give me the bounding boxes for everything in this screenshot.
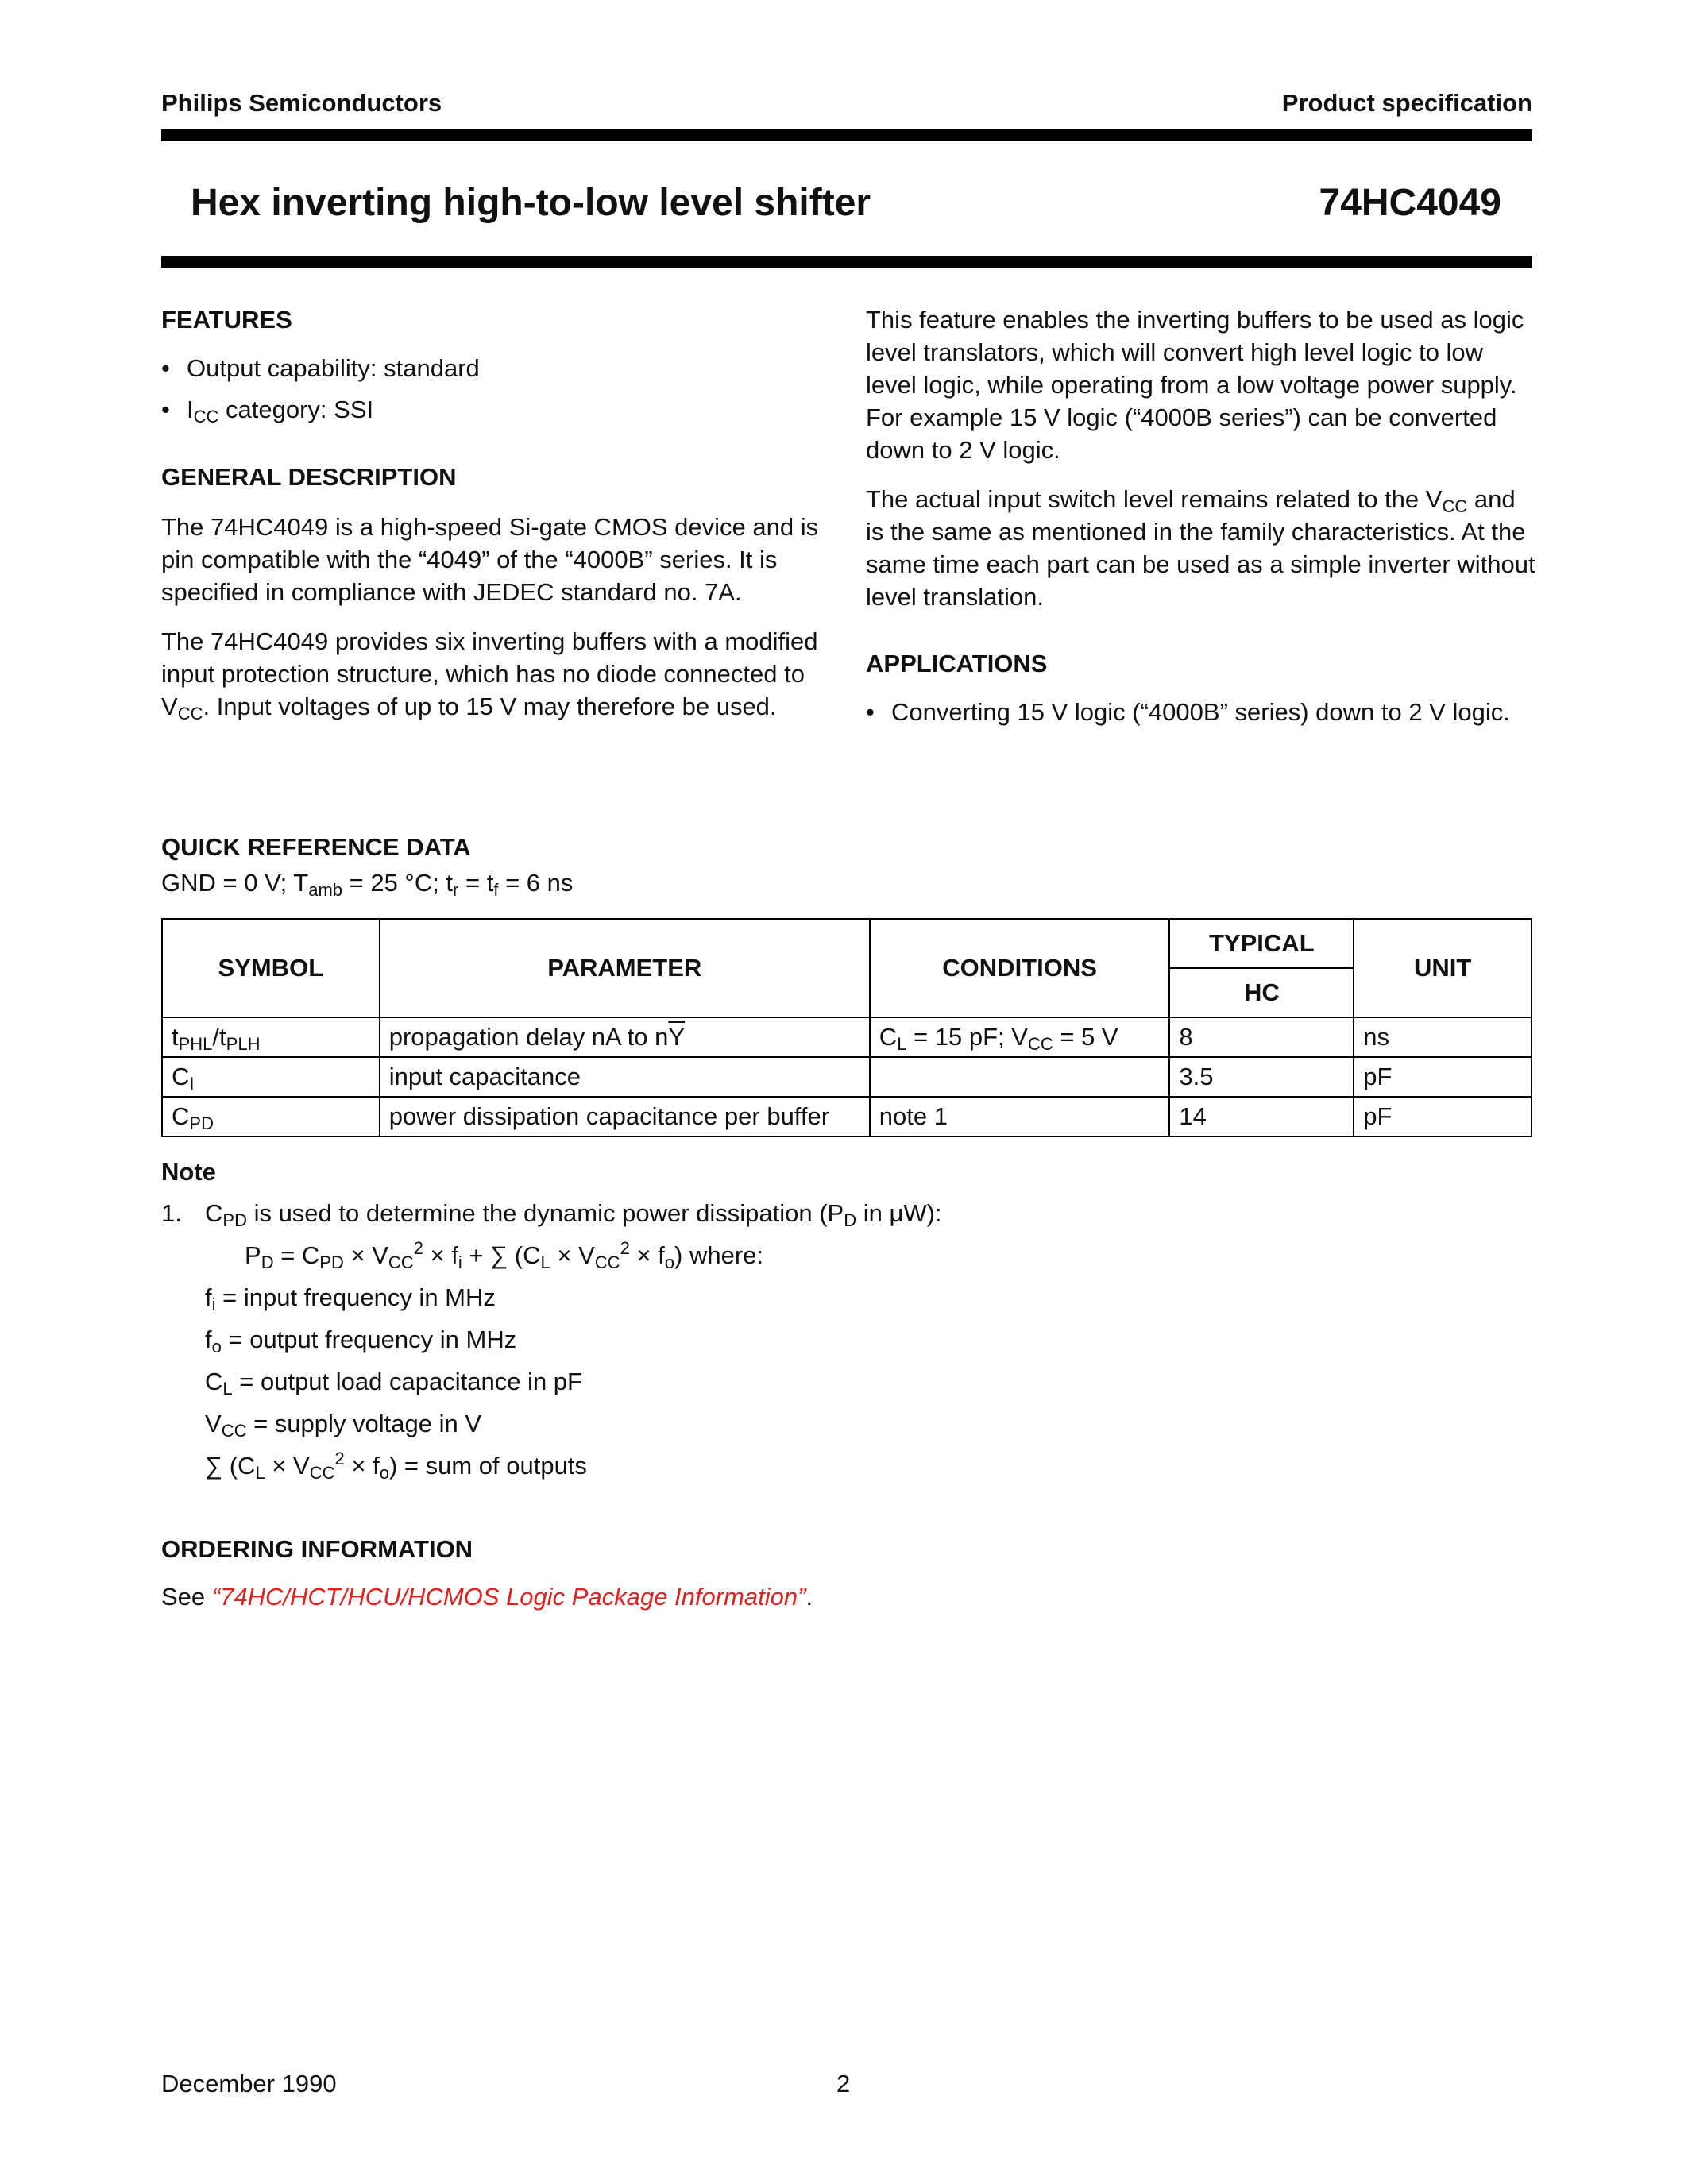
header-conditions: CONDITIONS bbox=[870, 919, 1170, 1017]
top-rule bbox=[161, 129, 1532, 141]
qrd-conditions: GND = 0 V; $T_{amb} = 25$ °C; $t_r = t_f = 6$ ns bbox=[161, 869, 574, 900]
cell-conditions bbox=[870, 1057, 1170, 1097]
note-definition: ∑ $(C_L \times V_{CC}^2 \times f_o)$ = sum of outputs bbox=[205, 1449, 587, 1483]
cell-conditions: note 1 bbox=[870, 1097, 1170, 1136]
cell-symbol: $C_{PD}$ bbox=[162, 1097, 380, 1136]
general-description-paragraph: The 74HC4049 is a high-speed Si-gate CMOS device and is pin compatible with the “4049” of the “4000B” series. It is specified in compliance with JEDEC standard no. 7A. bbox=[161, 513, 819, 606]
cell-typical: 3.5 bbox=[1169, 1057, 1354, 1097]
ordering-text: See “74HC/HCT/HCU/HCMOS Logic Package Information”. bbox=[161, 1583, 813, 1611]
qrd-heading: QUICK REFERENCE DATA bbox=[161, 833, 471, 861]
package-info-link[interactable]: “74HC/HCT/HCU/HCMOS Logic Package Information” bbox=[211, 1583, 806, 1611]
description-paragraph: This feature enables the inverting buffers to be used as logic level translators, which will convert high level logic to low level logic, while operating from a low voltage power supply. For example 15 V logic (“4000B series”) can be converted down to 2 V logic. bbox=[866, 306, 1524, 464]
header-hc: HC bbox=[1169, 968, 1354, 1017]
note-number: 1. bbox=[161, 1199, 182, 1227]
cell-parameter: power dissipation capacitance per buffer bbox=[380, 1097, 870, 1136]
table-row bbox=[162, 1017, 1532, 1057]
left-column bbox=[161, 303, 829, 723]
right-column bbox=[866, 303, 1537, 728]
cell-conditions: $C_L = 15$ pF; $V_{CC} = 5$ V bbox=[870, 1017, 1170, 1057]
feature-item: • Output capability: standard bbox=[161, 352, 829, 384]
general-description-paragraph: The 74HC4049 provides six inverting buffers with a modified input protection structure, which has no diode connected to $V_{CC}$. Input voltages of up to 15 V may therefore be used. bbox=[161, 627, 818, 723]
footer-date: December 1990 bbox=[161, 2070, 337, 2097]
table-row bbox=[162, 1097, 1532, 1136]
cell-typical: 8 bbox=[1169, 1017, 1354, 1057]
part-number: 74HC4049 bbox=[1319, 182, 1501, 224]
cell-parameter: propagation delay nA to $n\overline{Y}$ bbox=[380, 1017, 870, 1057]
note-line: $C_{PD}$ is used to determine the dynamic power dissipation ($P_D$ in μW): bbox=[205, 1199, 942, 1230]
header-symbol: SYMBOL bbox=[162, 919, 380, 1017]
note-definition: $C_L$ = output load capacitance in pF bbox=[205, 1368, 582, 1399]
note-definition: $V_{CC}$ = supply voltage in V bbox=[205, 1410, 482, 1441]
note-heading: Note bbox=[161, 1158, 216, 1186]
cell-symbol: $C_I$ bbox=[162, 1057, 380, 1097]
cell-symbol: $t_{PHL}/t_{PLH}$ bbox=[162, 1017, 380, 1057]
title-rule bbox=[161, 256, 1532, 268]
header-typical: TYPICAL bbox=[1169, 919, 1354, 968]
description-paragraph: The actual input switch level remains related to the $V_{CC}$ and is the same as mentioned in the family characteristics. At the same time each part can be used as a simple inverter without level translation. bbox=[866, 485, 1535, 611]
header-parameter: PARAMETER bbox=[380, 919, 870, 1017]
qrd-section bbox=[161, 831, 573, 899]
cell-parameter: input capacitance bbox=[380, 1057, 870, 1097]
features-heading: FEATURES bbox=[161, 306, 292, 334]
table-row bbox=[162, 1057, 1532, 1097]
applications-heading: APPLICATIONS bbox=[866, 650, 1048, 677]
feature-item: • $I_{CC}$ category: SSI bbox=[161, 393, 829, 426]
cell-unit: pF bbox=[1354, 1097, 1532, 1136]
cell-unit: pF bbox=[1354, 1057, 1532, 1097]
document-type: Product specification bbox=[1281, 89, 1532, 117]
page-title: Hex inverting high-to-low level shifter bbox=[191, 182, 871, 224]
note-definition: $f_o$ = output frequency in MHz bbox=[205, 1325, 517, 1356]
power-formula: $P_D = C_{PD} \times V_{CC}^2 \times f_i$ + ∑ $(C_L \times V_{CC}^2 \times f_o)$ where: bbox=[245, 1238, 763, 1272]
page-number: 2 bbox=[836, 2070, 851, 2097]
general-description-heading: GENERAL DESCRIPTION bbox=[161, 463, 457, 491]
note-definition: $f_i$ = input frequency in MHz bbox=[205, 1283, 496, 1314]
application-item: • Converting 15 V logic (“4000B” series) down to 2 V logic. bbox=[866, 696, 1537, 728]
header-unit: UNIT bbox=[1354, 919, 1532, 1017]
ordering-heading: ORDERING INFORMATION bbox=[161, 1535, 473, 1563]
cell-unit: ns bbox=[1354, 1017, 1532, 1057]
cell-typical: 14 bbox=[1169, 1097, 1354, 1136]
quick-reference-table bbox=[161, 918, 1532, 1137]
company-name: Philips Semiconductors bbox=[161, 89, 442, 117]
